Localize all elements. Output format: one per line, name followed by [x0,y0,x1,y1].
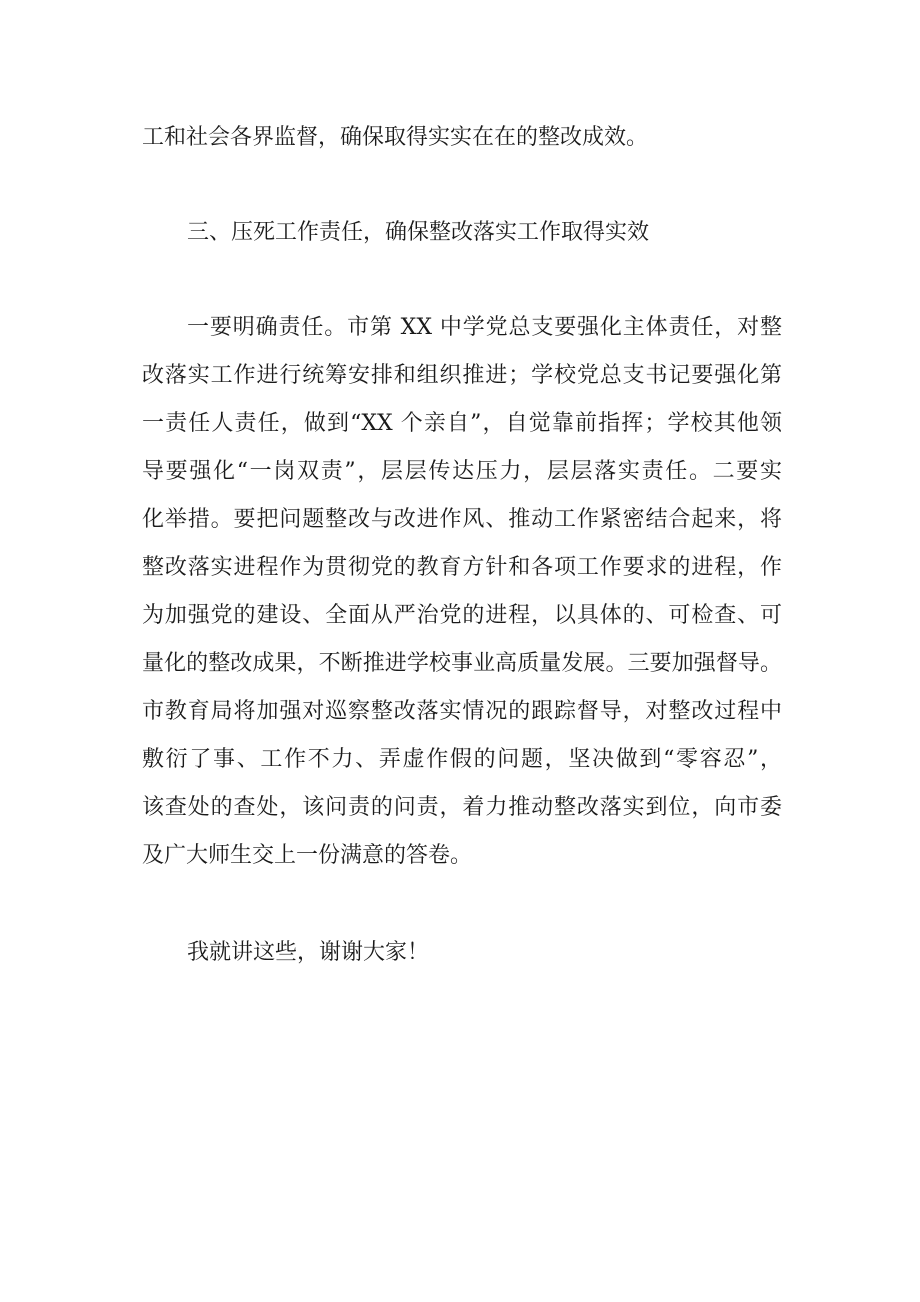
paragraph-line: 导要强化“一岗双责”，层层传达压力，层层落实责任。二要实 [142,459,782,484]
paragraph-line: 改落实工作进行统筹安排和组织推进；学校党总支书记要强化第 [142,363,782,388]
paragraph-line: 化举措。要把问题整改与改进作风、推动工作紧密结合起来，将 [142,507,782,532]
closing-remark: 我就讲这些，谢谢大家！ [187,940,430,965]
section-heading: 三、压死工作责任，确保整改落实工作取得实效 [187,220,650,245]
paragraph-line: 及广大师生交上一份满意的答卷。 [142,843,473,868]
continuation-text: 工和社会各界监督，确保取得实实在在的整改成效。 [142,125,649,150]
paragraph-line: 一要明确责任。市第 XX 中学党总支要强化主体责任，对整 [187,315,782,340]
paragraph-line: 该查处的查处，该问责的问责，着力推动整改落实到位，向市委 [142,795,782,820]
paragraph-line: 敷衍了事、工作不力、弄虚作假的问题，坚决做到“零容忍”， [142,747,782,772]
paragraph-line: 为加强党的建设、全面从严治党的进程，以具体的、可检查、可 [142,603,782,628]
paragraph-line: 量化的整改成果，不断推进学校事业高质量发展。三要加强督导。 [142,651,782,676]
paragraph-line: 整改落实进程作为贯彻党的教育方针和各项工作要求的进程，作 [142,555,782,580]
paragraph-line: 市教育局将加强对巡察整改落实情况的跟踪督导，对整改过程中 [142,699,782,724]
paragraph-line: 一责任人责任，做到“XX 个亲自”，自觉靠前指挥；学校其他领 [142,411,782,436]
